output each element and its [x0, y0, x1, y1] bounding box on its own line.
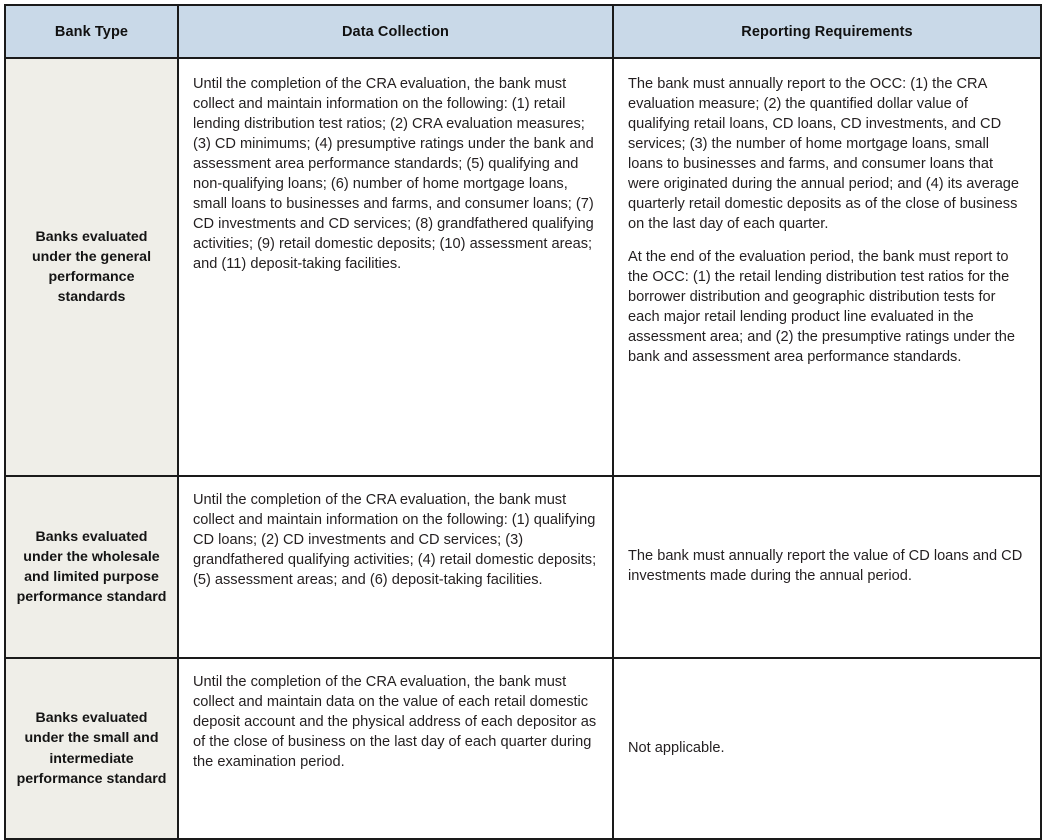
column-header-bank-type: Bank Type [5, 5, 178, 58]
cell-data-collection-general [178, 58, 613, 476]
reporting-paragraph-evaluation-end: At the end of the evaluation period, the bank must report to the OCC: (1) the retail lending distribution test ratios for the borrower distribution and geographic distribution tests for each major retail lending product line evaluated in the assessment area; and (2) the presumptive ratings under the bank and assessment area performance standards. [628, 248, 1015, 365]
cell-data-collection-wholesale [178, 476, 613, 658]
table-body [5, 58, 1041, 839]
header-row [5, 5, 1041, 58]
reporting-paragraph-annual: The bank must annually report the value of CD loans and CD investments made during the annual period. [628, 548, 1023, 584]
cra-requirements-table [4, 4, 1042, 840]
cell-reporting-requirements-wholesale [613, 476, 1041, 658]
reporting-paragraph-annual: The bank must annually report to the OCC: (1) the CRA evaluation measure; (2) the quantified dollar value of qualifying retail loans, CD loans, CD investments, and CD services; (3) the number of home mortgage loans, small loans to businesses and farms, and consumer loans that were originated during the annual period; and (4) its average quarterly retail domestic deposits as of the close of business on the last day of each quarter. [628, 76, 1020, 232]
reporting-paragraph-not-applicable: Not applicable. [628, 739, 725, 756]
table-row [5, 658, 1041, 839]
table-row [5, 476, 1041, 658]
cell-reporting-requirements-small-intermediate [613, 658, 1041, 839]
cell-bank-type-small-intermediate: Banks evaluated under the small and intermediate performance standard [5, 658, 178, 839]
cell-reporting-requirements-general [613, 58, 1041, 476]
data-collection-paragraph: Until the completion of the CRA evaluation, the bank must collect and maintain information on the following: (1) retail lending distribution test ratios; (2) CRA evaluation measures; (3) CD minimums; (4) presumptive ratings under the bank and assessment area performance standards; (5) qualifying and non-qualifying loans; (6) number of home mortgage loans, small loans to businesses and farms, and consumer loans; (7) CD investments and CD services; (8) grandfathered qualifying activities; (9) retail domestic deposits; (10) assessment areas; and (11) deposit-taking facilities. [193, 76, 594, 272]
data-collection-paragraph: Until the completion of the CRA evaluation, the bank must collect and maintain information on the following: (1) qualifying CD loans; (2) CD investments and CD services; (3) grandfathered qualifying activities; (4) retail domestic deposits; (5) assessment areas; and (6) deposit-taking facilities. [193, 492, 597, 588]
table-row [5, 58, 1041, 476]
data-collection-paragraph: Until the completion of the CRA evaluation, the bank must collect and maintain data on the value of each retail domestic deposit account and the physical address of each depositor as of the close of business on the last day of each quarter during the examination period. [193, 674, 597, 770]
cell-bank-type-general: Banks evaluated under the general performance standards [5, 58, 178, 476]
cell-data-collection-small-intermediate [178, 658, 613, 839]
cell-bank-type-wholesale: Banks evaluated under the wholesale and limited purpose performance standard [5, 476, 178, 658]
column-header-reporting-requirements: Reporting Requirements [613, 5, 1041, 58]
table-header [5, 5, 1041, 58]
column-header-data-collection: Data Collection [178, 5, 613, 58]
